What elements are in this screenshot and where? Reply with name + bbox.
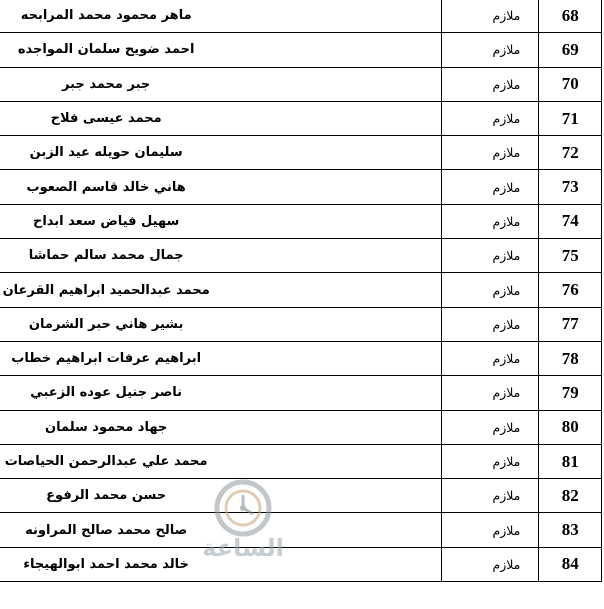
row-number: 72 (539, 136, 602, 170)
table-row (0, 204, 602, 238)
rank-cell: ملازم (442, 547, 539, 581)
name-cell: جهاد محمود سلمان (0, 410, 442, 444)
row-number: 82 (539, 479, 602, 513)
row-number: 73 (539, 170, 602, 204)
table-row (0, 170, 602, 204)
rank-cell: ملازم (442, 204, 539, 238)
row-number: 70 (539, 67, 602, 101)
row-number: 74 (539, 204, 602, 238)
name-cell: ابراهيم عرفات ابراهيم خطاب (0, 341, 442, 375)
table-row (0, 307, 602, 341)
name-cell: هاني خالد قاسم الصعوب (0, 170, 442, 204)
name-cell: محمد عيسى فلاح (0, 101, 442, 135)
name-cell: حسن محمد الرفوع (0, 479, 442, 513)
name-cell: محمد علي عبدالرحمن الحياصات (0, 444, 442, 478)
name-cell: احمد ضويح سلمان المواجده (0, 33, 442, 67)
rank-cell: ملازم (442, 444, 539, 478)
name-cell: سهيل فياض سعد ابداح (0, 204, 442, 238)
table-row (0, 513, 602, 547)
rank-cell: ملازم (442, 67, 539, 101)
rank-cell: ملازم (442, 33, 539, 67)
table-row (0, 67, 602, 101)
name-cell: خالد محمد احمد ابوالهيجاء (0, 547, 442, 581)
name-cell: جبر محمد جبر (0, 67, 442, 101)
row-number: 68 (539, 0, 602, 33)
name-cell: بشير هاني حبر الشرمان (0, 307, 442, 341)
table-row (0, 101, 602, 135)
name-cell: ناصر جنيل عوده الزعبي (0, 376, 442, 410)
rank-cell: ملازم (442, 273, 539, 307)
name-cell: جمال محمد سالم حماشا (0, 239, 442, 273)
rank-cell: ملازم (442, 239, 539, 273)
table-row (0, 239, 602, 273)
table-row (0, 479, 602, 513)
row-number: 79 (539, 376, 602, 410)
table-row (0, 273, 602, 307)
name-cell: سليمان حويله عيد الزبن (0, 136, 442, 170)
rank-cell: ملازم (442, 376, 539, 410)
row-number: 76 (539, 273, 602, 307)
watermark-text: الساعة (202, 534, 284, 562)
name-cell: محمد عبدالحميد ابراهيم القرعان (0, 273, 442, 307)
rank-cell: ملازم (442, 513, 539, 547)
rank-cell: ملازم (442, 479, 539, 513)
rank-cell: ملازم (442, 101, 539, 135)
table-row (0, 0, 602, 33)
table-row (0, 410, 602, 444)
rank-cell: ملازم (442, 136, 539, 170)
row-number: 81 (539, 444, 602, 478)
row-number: 69 (539, 33, 602, 67)
table-row (0, 341, 602, 375)
rank-cell: ملازم (442, 307, 539, 341)
row-number: 83 (539, 513, 602, 547)
rank-cell: ملازم (442, 341, 539, 375)
table-row (0, 33, 602, 67)
row-number: 75 (539, 239, 602, 273)
row-number: 77 (539, 307, 602, 341)
table-row (0, 547, 602, 581)
row-number: 84 (539, 547, 602, 581)
name-cell: صالح محمد صالح المراونه (0, 513, 442, 547)
table-row (0, 444, 602, 478)
row-number: 80 (539, 410, 602, 444)
name-cell: ماهر محمود محمد المرابحه (0, 0, 442, 33)
row-number: 78 (539, 341, 602, 375)
table-row (0, 376, 602, 410)
table-row (0, 136, 602, 170)
rank-cell: ملازم (442, 0, 539, 33)
row-number: 71 (539, 101, 602, 135)
rank-cell: ملازم (442, 410, 539, 444)
rank-cell: ملازم (442, 170, 539, 204)
